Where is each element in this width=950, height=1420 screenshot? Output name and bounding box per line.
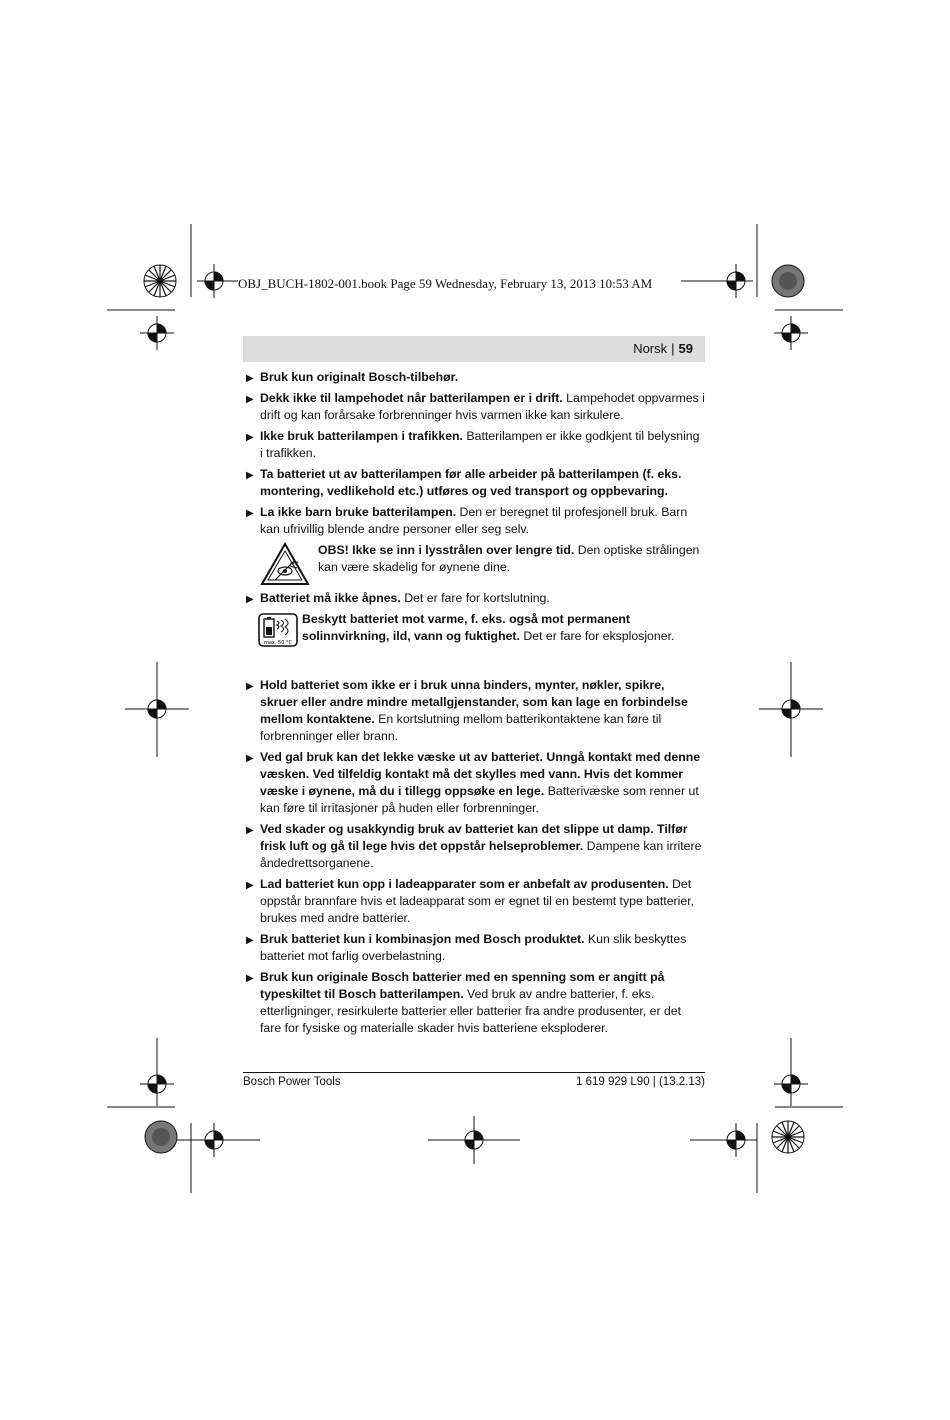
safety-instructions — [243, 369, 705, 1041]
bullet-triangle-icon: ▶ — [246, 973, 254, 984]
color-target-icon — [772, 265, 804, 297]
warning-text — [243, 611, 705, 645]
list-item — [243, 969, 705, 1037]
bullet-triangle-icon: ▶ — [246, 681, 254, 692]
crosshair-icon — [125, 662, 189, 757]
item-bold-text: Bruk kun originalt Bosch-tilbehør. — [260, 370, 459, 384]
book-file-line: OBJ_BUCH-1802-001.book Page 59 Wednesday, February 13, 2013 10:53 AM — [238, 276, 653, 291]
bullet-triangle-icon: ▶ — [246, 935, 254, 946]
item-bold-text: La ikke barn bruke batterilampen. — [260, 505, 457, 519]
item-bold-text: Dekk ikke til lampehodet når batterilampen er i drift. — [260, 391, 563, 405]
page-header — [243, 336, 705, 362]
warning-normal-text: Den optiske strålingen kan være skadelig for øynene dine. — [318, 543, 700, 574]
warning-text — [260, 542, 705, 576]
item-bold-text: Ved skader og usakkyndig bruk av batteriet kan det slippe ut damp. Tilfør frisk luft og gå til lege hvis det oppstår helseproblemer. — [260, 822, 688, 853]
item-text: Den er beregnet til profesjonell bruk. Barn kan ufrivillig blende andre personer eller seg selv. — [260, 505, 688, 536]
crosshair-icon — [140, 316, 174, 350]
header-language: Norsk — [633, 341, 668, 356]
item-text: Batterivæske som renner ut kan føre til irritasjoner på huden eller forbrenninger. — [260, 784, 699, 815]
item-text: Det oppstår brannfare hvis et ladeapparat som er egnet til en bestemt type batterier, brukes med andre batterier. — [260, 877, 695, 925]
crosshair-icon — [774, 1038, 808, 1106]
eye-warning — [260, 542, 705, 586]
footer-brand: Bosch Power Tools — [243, 1076, 341, 1088]
crosshair-icon — [140, 1038, 174, 1106]
laser-warning-icon — [260, 542, 310, 591]
spacer — [243, 659, 705, 677]
item-bold-text: Bruk batteriet kun i kombinasjon med Bosch produktet. — [260, 932, 585, 946]
bullet-triangle-icon: ▶ — [246, 394, 254, 405]
crosshair-icon — [197, 264, 231, 298]
list-item — [243, 876, 705, 927]
bullet-triangle-icon: ▶ — [246, 594, 254, 605]
bullet-triangle-icon: ▶ — [246, 373, 254, 384]
item-bold-text: Batteriet må ikke åpnes. — [260, 591, 401, 605]
bullet-triangle-icon: ▶ — [246, 825, 254, 836]
item-bold-text: Lad batteriet kun opp i ladeapparater som er anbefalt av produsenten. — [260, 877, 669, 891]
bullet-triangle-icon: ▶ — [246, 470, 254, 481]
footer-doc-number: 1 619 929 L90 | (13.2.13) — [576, 1076, 705, 1088]
list-item — [243, 749, 705, 817]
item-bold-text: Ikke bruk batterilampen i trafikken. — [260, 429, 463, 443]
star-target-icon — [144, 265, 176, 297]
star-target-icon — [772, 1121, 804, 1153]
heat-warning — [243, 611, 705, 655]
item-text: Lampehodet oppvarmes i drift og kan forårsake forbrenninger hvis varmen ikke kan sirkulere. — [260, 391, 705, 422]
list-item — [243, 504, 705, 538]
list-item — [243, 428, 705, 462]
page-number: 59 — [678, 341, 693, 356]
crosshair-icon — [175, 1123, 260, 1157]
list-item — [243, 590, 705, 607]
header-separator: | — [671, 341, 675, 356]
battery-temperature-icon — [258, 613, 298, 652]
icon-temperature-label: max. 50 °C — [263, 640, 293, 646]
warning-normal-text: Det er fare for eksplosjoner. — [519, 629, 675, 643]
crosshair-icon — [719, 264, 753, 298]
bullet-triangle-icon: ▶ — [246, 753, 254, 764]
item-text: Dampene kan irritere åndedrettsorganene. — [260, 839, 702, 870]
item-text: Ved bruk av andre batterier, f. eks. etterligninger, resirkulerte batterier eller batterier fra andre produsenter, er det fare for fysiske og materialle skader hvis batteriene eksploderer. — [260, 987, 682, 1035]
item-text: En kortslutning mellom batterikontaktene kan føre til forbrenninger eller brann. — [260, 712, 662, 743]
color-target-icon — [145, 1121, 177, 1153]
item-bold-text: Bruk kun originale Bosch batterier med en spenning som er angitt på typeskiltet til Bosch batterilampen. — [260, 970, 665, 1001]
item-bold-text: Ved gal bruk kan det lekke væske ut av batteriet. Unngå kontakt med denne væsken. Ved tilfeldig kontakt må det skylles med vann. Hvis det kommer væske i øynene, må du i tillegg oppsøke en lege. — [260, 750, 701, 798]
header-label — [633, 341, 693, 356]
bullet-triangle-icon: ▶ — [246, 432, 254, 443]
item-text: Det er fare for kortslutning. — [400, 591, 550, 605]
list-item — [243, 390, 705, 424]
list-item — [243, 369, 705, 386]
footer-divider — [243, 1072, 705, 1073]
bullet-triangle-icon: ▶ — [246, 880, 254, 891]
list-item — [243, 466, 705, 500]
warning-bold-text: Beskytt batteriet mot varme, f. eks. også mot permanent solinnvirkning, ild, vann og fuktighet. — [302, 612, 631, 643]
list-item — [243, 931, 705, 965]
item-bold-text: Ta batteriet ut av batterilampen før alle arbeider på batterilampen (f. eks. montering, vedlikehold etc.) utføres og ved transport og oppbevaring. — [260, 467, 682, 498]
crosshair-icon — [759, 662, 823, 757]
crosshair-icon — [690, 1123, 757, 1157]
item-text: Batterilampen er ikke godkjent til belysning i trafikken. — [260, 429, 700, 460]
crosshair-icon — [428, 1116, 520, 1164]
crosshair-icon — [774, 316, 808, 350]
warning-bold-text: OBS! Ikke se inn i lysstrålen over lengre tid. — [318, 543, 575, 557]
item-text: Kun slik beskyttes batteriet mot farlig overbelastning. — [260, 932, 687, 963]
item-bold-text: Hold batteriet som ikke er i bruk unna binders, mynter, nøkler, spikre, skruer eller andre mindre metallgjenstander, som kan lage en forbindelse mellom kontaktene. — [260, 678, 688, 726]
list-item — [243, 677, 705, 745]
list-item — [243, 821, 705, 872]
bullet-triangle-icon: ▶ — [246, 508, 254, 519]
